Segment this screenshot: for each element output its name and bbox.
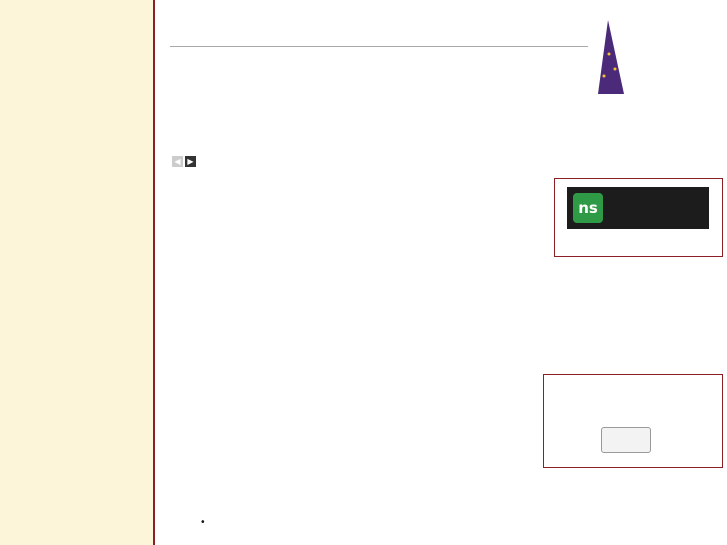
wizard-creek-logo[interactable]	[590, 14, 725, 96]
ad-prev-icon[interactable]: ◀	[172, 156, 183, 167]
ad-next-icon[interactable]: ▶	[185, 156, 196, 167]
title-divider	[170, 46, 588, 47]
main-content	[170, 0, 727, 545]
network-solutions-logo[interactable]	[567, 187, 709, 229]
ns-mark-icon: ns	[573, 193, 603, 223]
network-solutions-ad	[554, 178, 723, 257]
donation-box	[543, 374, 723, 468]
ad-pager	[172, 151, 198, 170]
wizard-hat-icon	[598, 20, 624, 94]
notes-text: •	[200, 517, 206, 528]
paypal-donate-button[interactable]	[601, 427, 651, 453]
sidebar-nav	[0, 0, 155, 545]
